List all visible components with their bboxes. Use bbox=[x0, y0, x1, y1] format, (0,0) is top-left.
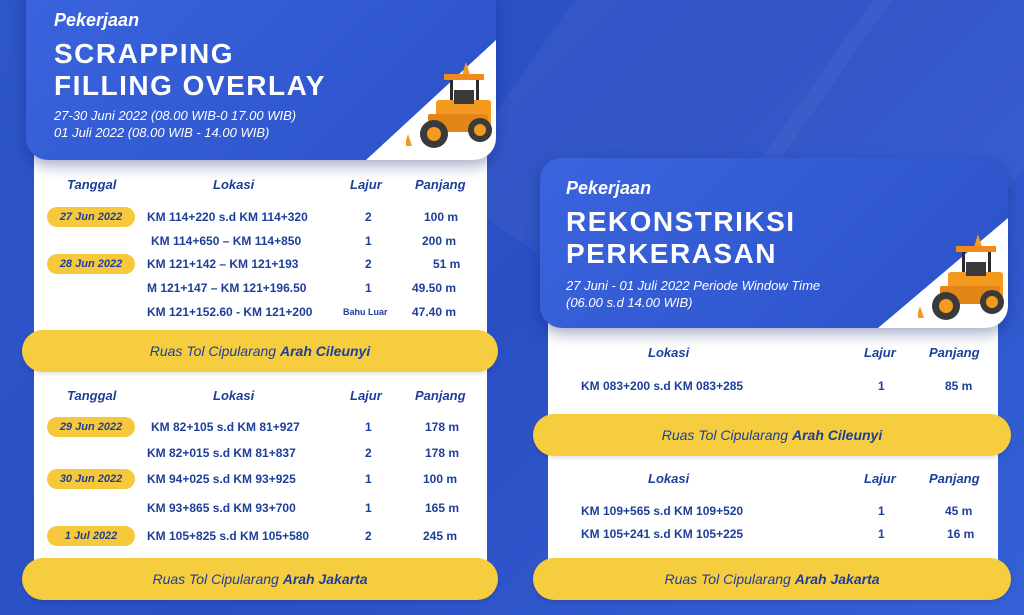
header-title-line1: SCRAPPING bbox=[54, 38, 234, 69]
header-length: Panjang bbox=[415, 388, 466, 403]
row-length: 16 m bbox=[947, 527, 975, 541]
header-schedule-line1: 27-30 Juni 2022 (08.00 WIB-0 17.00 WIB) bbox=[54, 108, 297, 123]
row-length: 49.50 m bbox=[412, 281, 457, 295]
header-location: Lokasi bbox=[213, 388, 255, 403]
header-lane: Lajur bbox=[864, 345, 896, 360]
row-length: 45 m bbox=[945, 504, 973, 518]
header-date: Tanggal bbox=[67, 388, 117, 403]
band-direction: Arah Jakarta bbox=[282, 571, 368, 587]
header-lane: Lajur bbox=[864, 471, 896, 486]
row-lane: 1 bbox=[878, 379, 885, 393]
header-length: Panjang bbox=[929, 345, 980, 360]
row-length: 178 m bbox=[425, 420, 460, 434]
band-direction: Arah Cileunyi bbox=[279, 343, 371, 359]
header-location: Lokasi bbox=[648, 345, 690, 360]
date-badge: 28 Jun 2022 bbox=[47, 254, 135, 274]
row-length: 100 m bbox=[423, 472, 458, 486]
row-length: 85 m bbox=[945, 379, 973, 393]
right-header-card bbox=[540, 158, 1008, 328]
row-location: KM 93+865 s.d KM 93+700 bbox=[147, 501, 296, 515]
row-location: KM 114+650 – KM 114+850 bbox=[151, 234, 302, 248]
date-badge: 27 Jun 2022 bbox=[47, 207, 135, 227]
row-location: KM 82+015 s.d KM 81+837 bbox=[147, 446, 296, 460]
row-lane: 2 bbox=[365, 257, 372, 271]
row-lane: Bahu Luar bbox=[343, 307, 388, 317]
row-length: 200 m bbox=[422, 234, 457, 248]
row-location: KM 114+220 s.d KM 114+320 bbox=[147, 210, 308, 224]
row-length: 47.40 m bbox=[412, 305, 457, 319]
header-title-line2: PERKERASAN bbox=[566, 238, 778, 269]
road-roller-icon bbox=[406, 62, 496, 157]
row-lane: 2 bbox=[365, 446, 372, 460]
header-lane: Lajur bbox=[350, 177, 382, 192]
row-lane: 2 bbox=[365, 529, 372, 543]
header-title-line2: FILLING OVERLAY bbox=[54, 70, 326, 101]
header-location: Lokasi bbox=[648, 471, 690, 486]
row-location: KM 94+025 s.d KM 93+925 bbox=[147, 472, 296, 486]
row-length: 100 m bbox=[424, 210, 459, 224]
row-location: KM 82+105 s.d KM 81+927 bbox=[151, 420, 300, 434]
row-location: KM 121+152.60 - KM 121+200 bbox=[147, 305, 313, 319]
row-length: 178 m bbox=[425, 446, 460, 460]
header-lane: Lajur bbox=[350, 388, 382, 403]
road-roller-icon bbox=[918, 234, 1008, 328]
right-table-panel bbox=[548, 320, 998, 595]
row-length: 51 m bbox=[433, 257, 461, 271]
row-location: KM 105+241 s.d KM 105+225 bbox=[581, 527, 744, 541]
direction-band bbox=[533, 558, 1011, 600]
row-length: 245 m bbox=[423, 529, 458, 543]
row-lane: 1 bbox=[878, 527, 885, 541]
header-kicker: Pekerjaan bbox=[566, 178, 652, 198]
direction-band bbox=[533, 414, 1011, 456]
header-length: Panjang bbox=[415, 177, 466, 192]
row-location: KM 121+142 – KM 121+193 bbox=[147, 257, 299, 271]
header-schedule-line2: 01 Juli 2022 (08.00 WIB - 14.00 WIB) bbox=[54, 125, 270, 140]
row-length: 165 m bbox=[425, 501, 460, 515]
band-prefix: Ruas Tol Cipularang bbox=[149, 343, 280, 359]
left-header-card bbox=[26, 0, 496, 160]
row-lane: 1 bbox=[365, 472, 372, 486]
row-lane: 1 bbox=[365, 281, 372, 295]
header-schedule-line2: (06.00 s.d 14.00 WIB) bbox=[566, 295, 693, 310]
row-location: KM 105+825 s.d KM 105+580 bbox=[147, 529, 310, 543]
header-length: Panjang bbox=[929, 471, 980, 486]
date-badge: 30 Jun 2022 bbox=[47, 469, 135, 489]
direction-band bbox=[22, 558, 498, 600]
band-prefix: Ruas Tol Cipularang bbox=[664, 571, 795, 587]
header-location: Lokasi bbox=[213, 177, 255, 192]
row-lane: 2 bbox=[365, 210, 372, 224]
header-schedule-line1: 27 Juni - 01 Juli 2022 Periode Window Time bbox=[566, 278, 821, 293]
band-direction: Arah Cileunyi bbox=[791, 427, 883, 443]
date-badge: 1 Jul 2022 bbox=[47, 526, 135, 546]
row-location: M 121+147 – KM 121+196.50 bbox=[147, 281, 307, 295]
row-lane: 1 bbox=[878, 504, 885, 518]
date-badge: 29 Jun 2022 bbox=[47, 417, 135, 437]
band-prefix: Ruas Tol Cipularang bbox=[661, 427, 792, 443]
row-lane: 1 bbox=[365, 501, 372, 515]
header-date: Tanggal bbox=[67, 177, 117, 192]
direction-band bbox=[22, 330, 498, 372]
row-lane: 1 bbox=[365, 234, 372, 248]
row-location: KM 109+565 s.d KM 109+520 bbox=[581, 504, 744, 518]
header-title-line1: REKONSTRIKSI bbox=[566, 206, 796, 237]
row-location: KM 083+200 s.d KM 083+285 bbox=[581, 379, 744, 393]
row-lane: 1 bbox=[365, 420, 372, 434]
band-direction: Arah Jakarta bbox=[794, 571, 880, 587]
band-prefix: Ruas Tol Cipularang bbox=[152, 571, 283, 587]
header-kicker: Pekerjaan bbox=[54, 10, 140, 30]
